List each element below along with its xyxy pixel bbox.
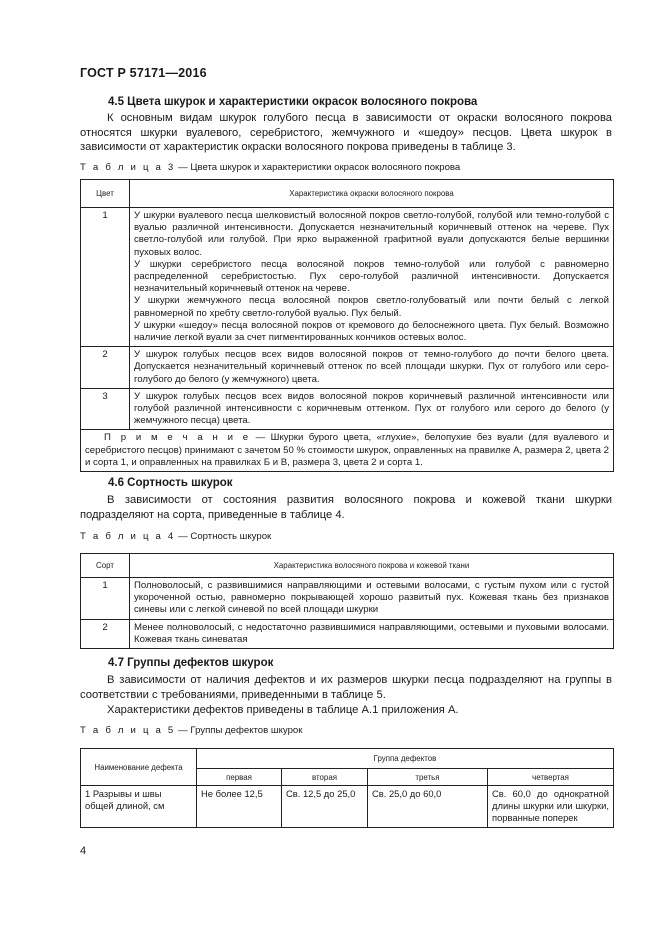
table-row — [81, 208, 614, 347]
section-4-5-paragraph: К основным видам шкурок голубого песца в зависимости от окраски волосяного покрова относятся шкурки вуалевого, серебристого, жемчужного и «шедоу» песцов. Цвета шкурок в зависимости от характеристик окраски волосяного покрова приведены в таблице 3. — [80, 112, 612, 154]
section-heading-4-5: 4.5 Цвета шкурок и характеристики окрасок волосяного покрова — [108, 96, 478, 108]
page-number: 4 — [80, 845, 87, 857]
table5-row1-second: Св. 12,5 до 25,0 — [282, 786, 368, 828]
table4-row2-text — [130, 619, 614, 648]
table5-row1-fourth: Св. 60,0 до однократной длины шкурки или шкурки, порванные поперек — [488, 786, 614, 828]
table-row — [81, 347, 614, 389]
table5-subheader-third: третья — [368, 769, 488, 786]
table5-subheader-second: вторая — [282, 769, 368, 786]
table4-grades — [80, 553, 614, 649]
table4-header-grade: Сорт — [81, 554, 130, 578]
table3-row3-paragraph: У шкурок голубых песцов всех видов волосяной покров коричневый различной интенсивности или голубой различной интенсивности с коричневым оттенком. Пух от голубого или серого до белого (у жемчужного песца) цвета. — [134, 390, 609, 427]
table-row — [81, 578, 614, 620]
table3-colors — [80, 179, 614, 472]
document-header: ГОСТ Р 57171—2016 — [80, 66, 207, 80]
table3-row2-number: 2 — [81, 347, 130, 389]
table5-row1-third: Св. 25,0 до 60,0 — [368, 786, 488, 828]
table3-row3-number: 3 — [81, 388, 130, 430]
table4-row2-number: 2 — [81, 619, 130, 648]
table5-subheader-fourth: четвертая — [488, 769, 614, 786]
table3-row1-paragraph: У шкурки вуалевого песца шелковистый волосяной покров светло-голубой, голубой или темно-голубой с вуалью различной интенсивности. Допускается незначительный коричневый оттенок на череве. Пух светло-голубой или голубой. При ярко выраженной графитной вуали допускаются белые вершинки пуховых волос. — [134, 210, 609, 258]
table3-row1-text — [130, 208, 614, 347]
section-4-7-paragraph-2: Характеристики дефектов приведены в таблице А.1 приложения А. — [107, 704, 459, 716]
table5-subheader-first: первая — [197, 769, 282, 786]
table3-row2-text — [130, 347, 614, 389]
table3-row1-paragraph: У шкурки серебристого песца волосяной покров темно-голубой или голубой с равномерно распределенной серебристостью. Пух серо-голубой различной интенсивности. Допускается незначительный коричневый оттенок на череве. — [134, 258, 609, 295]
table3-row2-paragraph: У шкурок голубых песцов всех видов волосяной покров от темно-голубого до почти белого цвета. Допускается незначительный коричневый оттенок по всей площади шкурки. Пух от голубого или серо-голубого до белого (у жемчужного) цвета. — [134, 349, 609, 385]
table5-header-group: Группа дефектов — [197, 749, 614, 769]
table4-row2-paragraph: Менее полноволосый, с недостаточно развившимися направляющими, остевыми и пуховыми волосами. Кожевая ткань синеватая — [134, 621, 609, 645]
section-heading-4-6: 4.6 Сортность шкурок — [108, 477, 233, 489]
table4-header-characteristic: Характеристика волосяного покрова и кожевой ткани — [130, 554, 614, 578]
table3-header-color: Цвет — [81, 180, 130, 208]
table3-row1-paragraph: У шкурки «шедоу» песца волосяной покров от кремового до белоснежного цвета. Пух белый. Возможно наличие легкой вуали за счет пигментированных кончиков остевых волос. — [134, 319, 609, 344]
table5-header-name: Наименование дефекта — [81, 749, 197, 786]
section-4-6-paragraph: В зависимости от состояния развития волосяного покрова и кожевой ткани шкурки подразделяют на сорта, приведенные в таблице 4. — [80, 494, 612, 521]
table3-row1-number: 1 — [81, 208, 130, 347]
section-heading-4-7: 4.7 Группы дефектов шкурок — [108, 657, 274, 669]
table4-row1-paragraph: Полноволосый, с развившимися направляющими и остевыми волосами, с густым пухом или с густой укороченной остью, равномерно покрывающей хорошо развитый пух. Кожевая ткань без признаков синевы или с легкой синевой по всей площади шкурки — [134, 580, 609, 616]
table3-note-row — [81, 430, 614, 472]
table5-caption: Т а б л и ц а 5 — Группы дефектов шкурок — [80, 725, 303, 736]
table4-row1-number: 1 — [81, 578, 130, 620]
table5-row1-name: 1 Разрывы и швы общей длиной, см — [81, 786, 197, 828]
table4-caption: Т а б л и ц а 4 — Сортность шкурок — [80, 531, 272, 542]
table-row — [81, 388, 614, 430]
table3-note: П р и м е ч а н и е — Шкурки бурого цвета, «глухие», белопухие без вуали (для вуалевого и серебристого песцов) принимают с зачетом 50 % стоимости шкурок, оправленных на правилке А, размера 2, цвета 2 и сорта 1, и оправленных на правилках Б и В, размера 3, цвета 2 и сорта 1. — [81, 430, 614, 472]
table-row — [81, 619, 614, 648]
table-row — [81, 786, 614, 828]
table4-row1-text — [130, 578, 614, 620]
table5-defect-groups — [80, 748, 614, 828]
table3-row1-paragraph: У шкурки жемчужного песца волосяной покров светло-голубоватый или почти белый с легкой равномерной по хребту светло-голубой вуалью. Пух белый. — [134, 295, 609, 319]
table3-header-characteristic: Характеристика окраски волосяного покрова — [130, 180, 614, 208]
table3-caption: Т а б л и ц а 3 — Цвета шкурок и характеристики окрасок волосяного покрова — [80, 162, 461, 173]
table5-row1-first: Не более 12,5 — [197, 786, 282, 828]
table3-row3-text — [130, 388, 614, 430]
section-4-7-paragraph-1: В зависимости от наличия дефектов и их размеров шкурки песца подразделяют на группы в соответствии с требованиями, приведенными в таблице 5. — [80, 674, 612, 701]
